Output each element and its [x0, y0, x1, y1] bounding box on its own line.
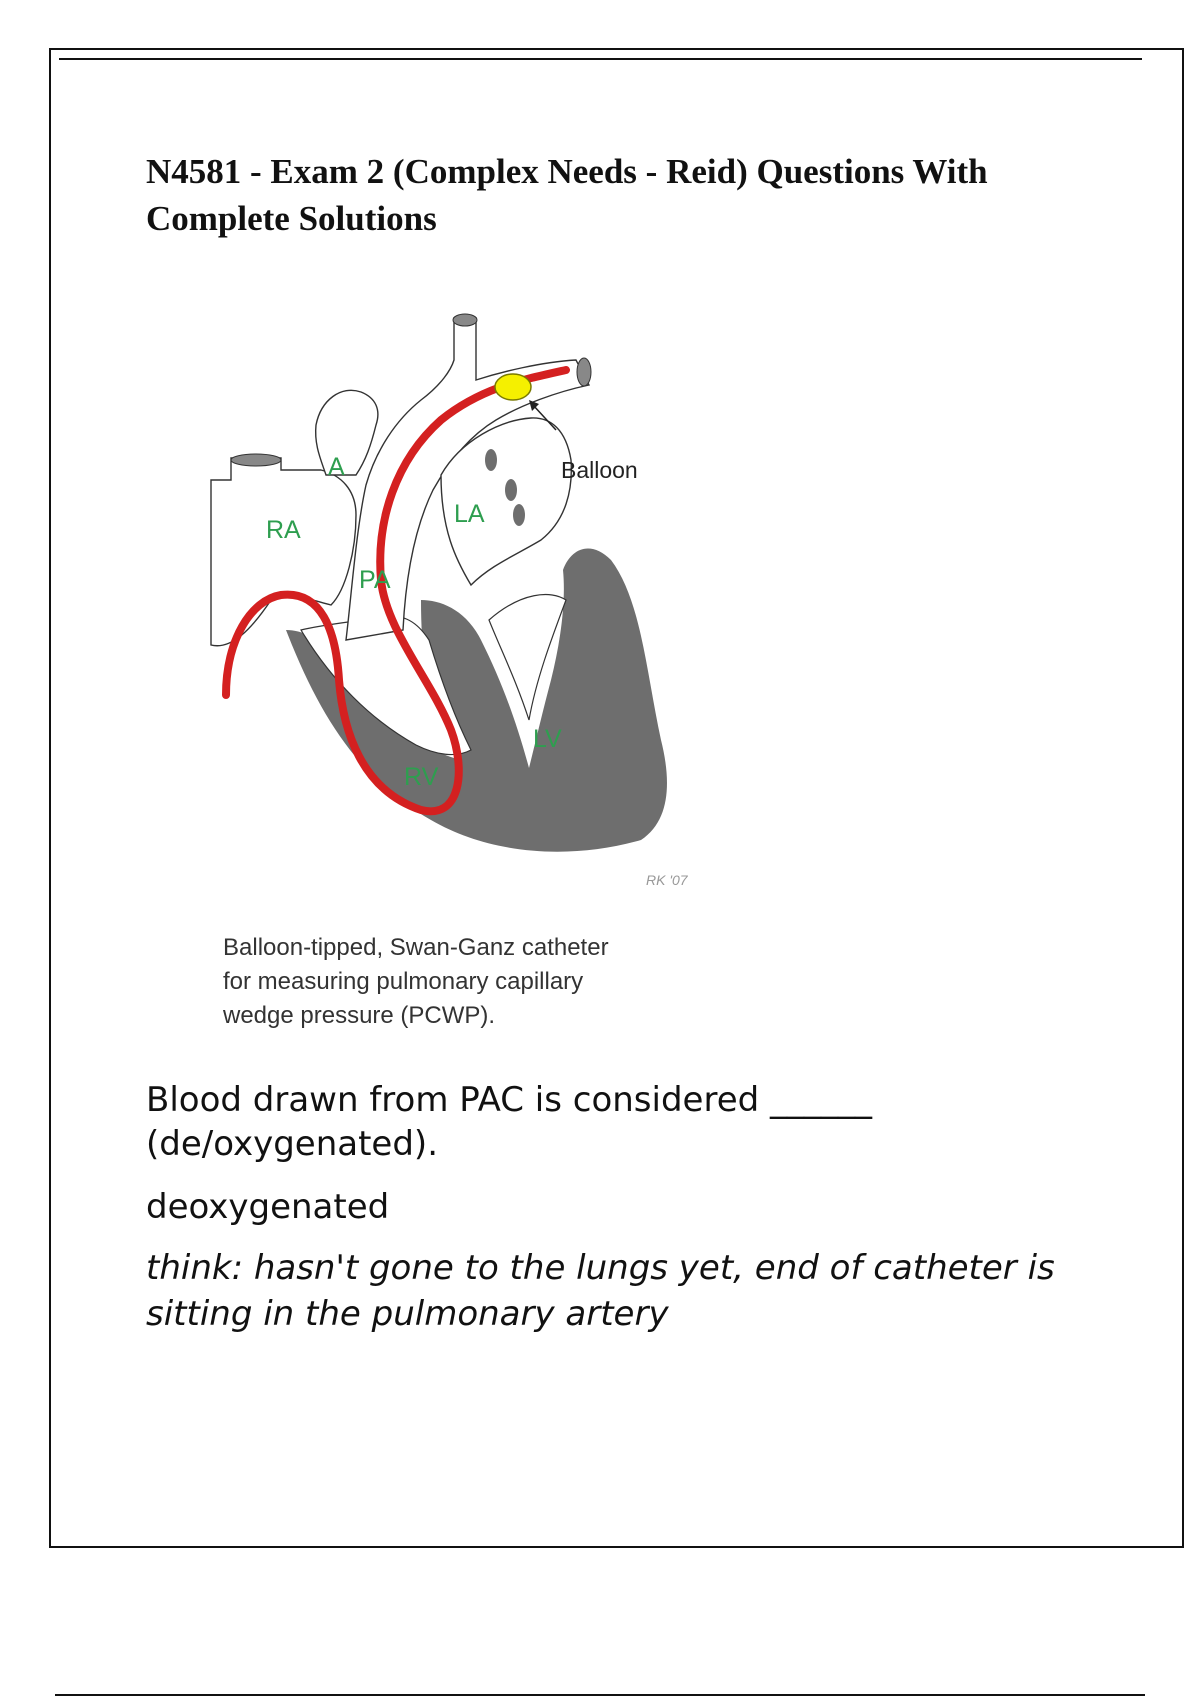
- footer-rule: [55, 1694, 1145, 1696]
- top-rule: [59, 58, 1142, 60]
- answer-text: deoxygenated: [146, 1187, 390, 1227]
- label-la: LA: [454, 500, 485, 528]
- pulmonary-vein: [505, 479, 517, 501]
- document-title: N4581 - Exam 2 (Complex Needs - Reid) Questions With Complete Solutions: [146, 152, 988, 238]
- ivc-opening: [231, 454, 281, 466]
- caption-line: Balloon-tipped, Swan-Ganz catheter: [223, 934, 609, 961]
- question-text: Blood drawn from PAC is considered ______ (de/oxygenated).: [146, 1080, 873, 1164]
- right-atrium: [211, 458, 356, 646]
- swan-ganz-figure: [171, 300, 771, 1070]
- page-frame: [49, 48, 1184, 1548]
- caption-line: wedge pressure (PCWP).: [223, 1002, 496, 1029]
- aorta: [316, 390, 378, 475]
- label-lv: LV: [533, 725, 562, 753]
- label-a: A: [328, 453, 345, 481]
- heart-catheter-diagram: [171, 300, 771, 1070]
- pulmonary-vein: [485, 449, 497, 471]
- label-pa: PA: [359, 566, 391, 594]
- caption-line: for measuring pulmonary capillary: [223, 968, 584, 995]
- label-rv: RV: [404, 763, 439, 791]
- label-balloon: Balloon: [561, 457, 638, 483]
- explanation-text: think: hasn't gone to the lungs yet, end of catheter is sitting in the pulmonary artery: [146, 1248, 1055, 1334]
- pa-opening: [577, 358, 591, 386]
- pulmonary-vein: [513, 504, 525, 526]
- balloon-tip: [495, 374, 531, 400]
- label-ra: RA: [266, 516, 301, 544]
- svc-opening: [453, 314, 477, 326]
- artist-signature: RK '07: [646, 872, 688, 888]
